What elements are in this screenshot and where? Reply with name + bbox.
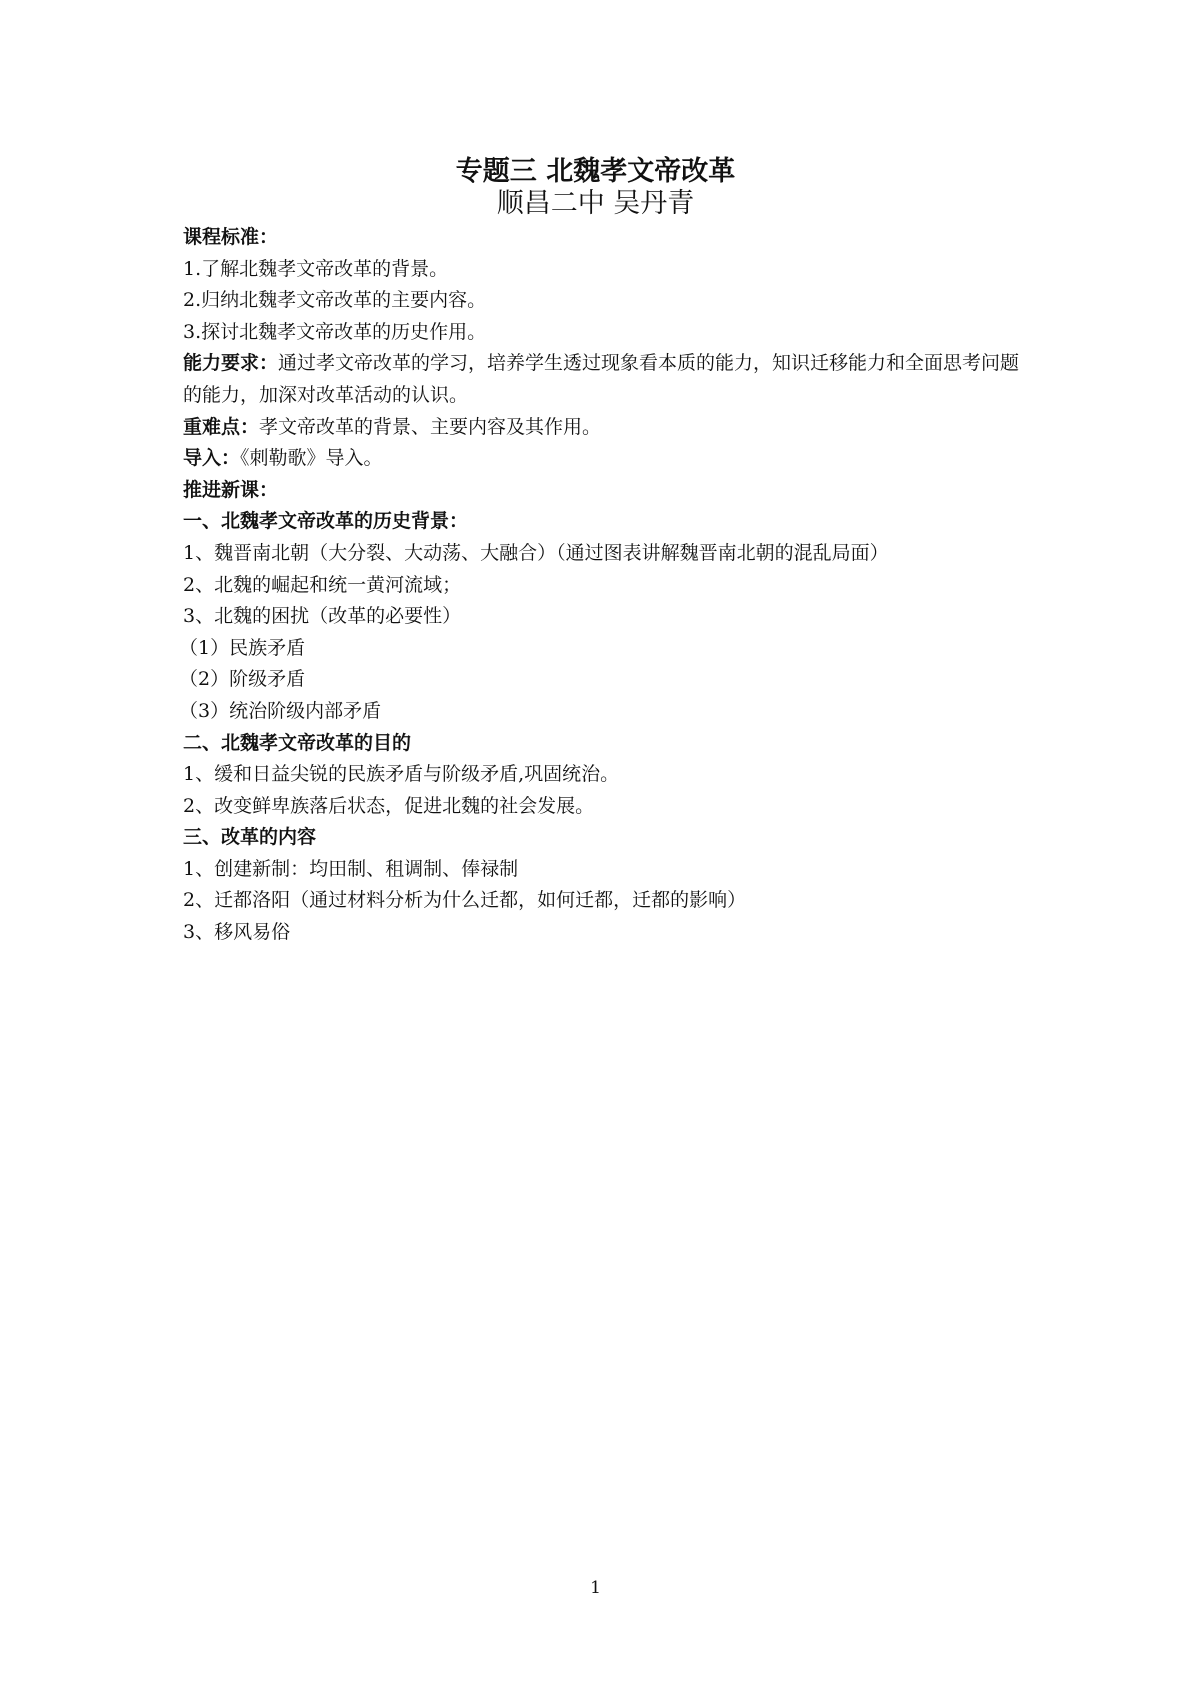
- section-heading: 一、北魏孝文帝改革的历史背景：: [183, 510, 469, 533]
- ability-paragraph: [183, 348, 1033, 411]
- key-points-text: 孝文帝改革的背景、主要内容及其作用。: [259, 415, 602, 438]
- ability-label: 能力要求：: [183, 352, 279, 375]
- new-lesson-heading: 推进新课：: [183, 478, 279, 501]
- document-title: 专题三 北魏孝文帝改革: [455, 156, 736, 187]
- document-author: 顺昌二中 吴丹青: [496, 188, 695, 219]
- list-item: 3、移风易俗: [183, 921, 291, 944]
- document-body: [179, 222, 1033, 949]
- list-item: 2、迁都洛阳（通过材料分析为什么迁都，如何迁都，迁都的影响）: [183, 889, 747, 912]
- list-item: 2、北魏的崛起和统一黄河流域；: [183, 573, 462, 596]
- standard-item: 2.归纳北魏孝文帝改革的主要内容。: [183, 289, 487, 312]
- sub-list-item: （1）民族矛盾: [179, 636, 306, 659]
- sub-list-item: （3）统治阶级内部矛盾: [179, 699, 382, 722]
- standards-heading: 课程标准：: [183, 226, 279, 248]
- intro-paragraph: [183, 443, 1033, 475]
- intro-label: 导入：: [183, 447, 241, 470]
- ability-text: 通过孝文帝改革的学习，培养学生透过现象看本质的能力，知识迁移能力和全面思考问题的能力，加深对改革活动的认识。: [183, 352, 1020, 406]
- intro-text: 《刺勒歌》导入。: [240, 447, 383, 470]
- standard-item: 1.了解北魏孝文帝改革的背景。: [183, 257, 449, 280]
- list-item: 3、北魏的困扰（改革的必要性）: [183, 605, 462, 628]
- sub-list-item: （2）阶级矛盾: [179, 668, 306, 691]
- key-points-paragraph: [183, 412, 1033, 444]
- section-heading: 二、北魏孝文帝改革的目的: [183, 731, 412, 754]
- list-item: 1、魏晋南北朝（大分裂、大动荡、大融合）（通过图表讲解魏晋南北朝的混乱局面）: [183, 541, 889, 564]
- page-number: 1: [590, 1578, 601, 1598]
- standard-item: 3.探讨北魏孝文帝改革的历史作用。: [183, 320, 487, 343]
- list-item: 2、改变鲜卑族落后状态，促进北魏的社会发展。: [183, 794, 595, 817]
- list-item: 1、缓和日益尖锐的民族矛盾与阶级矛盾,巩固统治。: [183, 763, 620, 786]
- list-item: 1、创建新制：均田制、租调制、俸禄制: [183, 857, 519, 880]
- key-points-label: 重难点：: [183, 415, 260, 438]
- section-heading: 三、改革的内容: [183, 826, 317, 849]
